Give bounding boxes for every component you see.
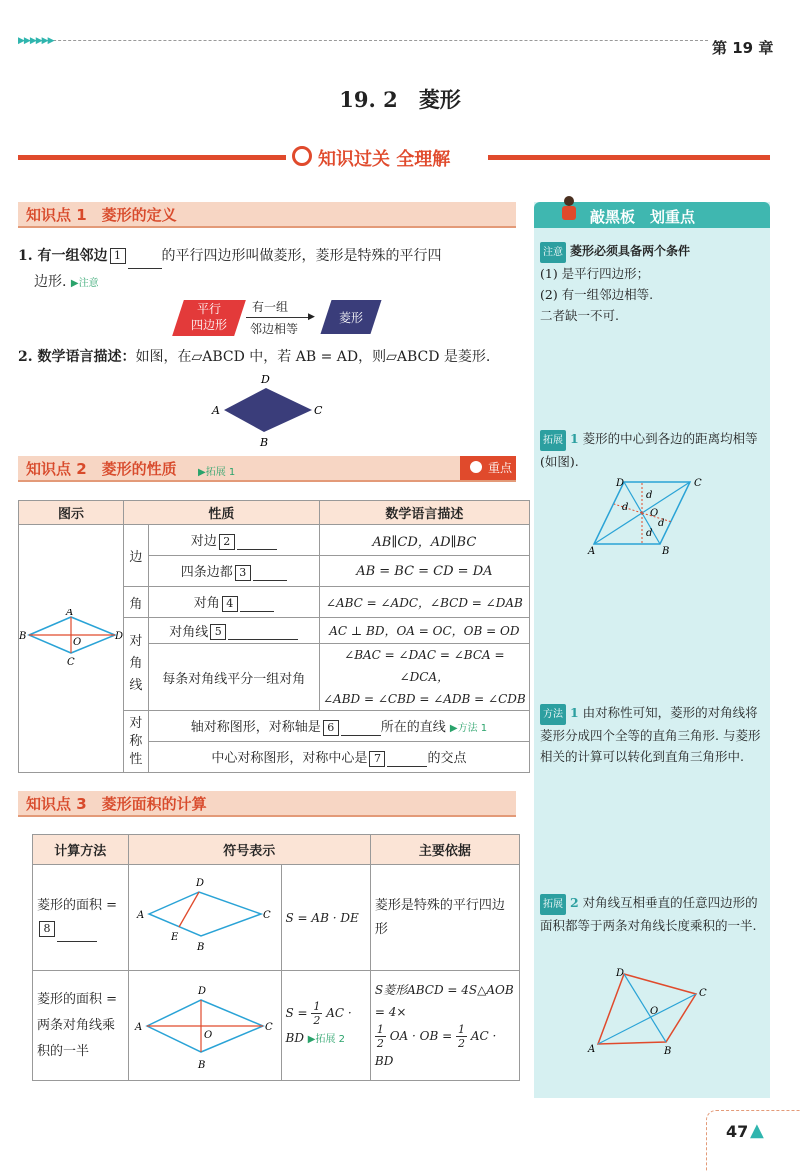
ext1-text: 菱形的中心到各边的距离均相等(如图). <box>540 431 758 469</box>
fig-label-a: A <box>588 1044 596 1055</box>
group-edge: 边 <box>124 525 149 587</box>
fig-label-a: A <box>588 546 596 557</box>
fraction-half <box>311 1000 322 1027</box>
fraction-den: 2 <box>313 1014 321 1027</box>
prop-1-text: 对边 <box>190 534 217 550</box>
sidebar-ext1-figure <box>586 474 716 560</box>
th-description: 数学语言描述 <box>319 501 529 525</box>
prop-row-5: 每条对角线平分一组对角 <box>148 644 319 711</box>
ext1-tag: 拓展 <box>540 430 566 451</box>
basis-2-3: AC · <box>470 1029 497 1043</box>
ext2-num: 2 <box>569 895 579 910</box>
formula-2c: BD <box>285 1031 304 1045</box>
area-formula-2 <box>281 971 370 1081</box>
fraction-num: 1 <box>313 1000 321 1013</box>
answer-blank-2[interactable] <box>237 549 277 550</box>
kp1-title: 知识点 1 菱形的定义 <box>26 206 177 224</box>
flow-arrow-head: ▶ <box>308 312 315 322</box>
kp1-item2-text: 如图，在▱ABCD 中，若 AB = AD，则▱ABCD 是菱形. <box>135 349 491 365</box>
area-method-2: 菱形的面积 = 两条对角线乘积的一半 <box>33 971 129 1081</box>
kp1-item1-post: 的平行四边形叫做菱形，菱形是特殊的平行四 <box>161 248 442 264</box>
sidebar-ext1 <box>540 428 764 472</box>
note-head: 菱形必须具备两个条件 <box>569 244 690 258</box>
prop-row-1 <box>148 525 319 556</box>
answer-box-6[interactable]: 6 <box>323 720 339 736</box>
sym1-pre: 轴对称图形，对称轴是 <box>190 720 321 736</box>
answer-box-1[interactable]: 1 <box>110 248 126 264</box>
fig-label-e: E <box>170 931 178 943</box>
th-figure: 图示 <box>19 501 124 525</box>
fig-label-o: O <box>650 508 659 519</box>
kp2-title: 知识点 2 菱形的性质 <box>26 460 177 478</box>
group-sym: 对称性 <box>124 711 149 773</box>
area-basis-2 <box>370 971 519 1081</box>
fig-label-o: O <box>203 1029 212 1041</box>
fig-label-d: D <box>197 985 206 997</box>
prop-row-2 <box>148 556 319 587</box>
answer-blank-1[interactable] <box>128 268 162 269</box>
kp1-rhombus-figure <box>204 370 324 452</box>
fig-label-c: C <box>314 404 323 417</box>
fig-label-c: C <box>262 909 271 921</box>
desc-row-1: AB∥CD，AD∥BC <box>319 525 529 556</box>
page-number: 47 <box>726 1122 749 1141</box>
ext1-num: 1 <box>569 431 579 446</box>
flow-arrow <box>246 317 312 318</box>
properties-figure-cell <box>19 525 124 773</box>
flow-left-label: 平行 四边形 <box>190 302 227 332</box>
banner-rule-right <box>488 155 770 160</box>
desc-row-3: ∠ABC = ∠ADC，∠BCD = ∠DAB <box>319 587 529 618</box>
fig-label-d3: d <box>658 518 665 529</box>
answer-blank-3[interactable] <box>253 580 287 581</box>
properties-rhombus-figure <box>19 609 123 689</box>
teacher-icon <box>558 194 580 224</box>
fig-label-b: B <box>19 630 27 642</box>
answer-box-3[interactable]: 3 <box>235 565 251 581</box>
kp1-header <box>18 202 516 228</box>
desc-row-4: AC ⊥ BD，OA = OC，OB = OD <box>319 618 529 644</box>
banner-icon <box>292 146 312 166</box>
sidebar-note <box>540 240 764 326</box>
header-arrows: ▶▶▶▶▶▶ <box>18 36 54 46</box>
prop-4-text: 对角线 <box>169 624 209 640</box>
note-link[interactable]: ▶注意 <box>70 278 99 289</box>
fig-label-o: O <box>73 636 82 648</box>
area-formula-1: S = AB · DE <box>281 865 370 971</box>
kp1-item1 <box>18 243 518 297</box>
fig-label-a: A <box>134 1021 142 1033</box>
fig-label-c: C <box>694 478 702 489</box>
note-tag: 注意 <box>540 242 566 263</box>
answer-box-4[interactable]: 4 <box>222 596 238 612</box>
answer-blank-6[interactable] <box>341 735 381 736</box>
sidebar-method1 <box>540 702 764 767</box>
fig-label-a: A <box>66 608 74 618</box>
note-line-1: (1) 是平行四边形； <box>540 266 650 281</box>
desc-row-5: ∠BAC = ∠DAC = ∠BCA = ∠DCA， ∠ABD = ∠CBD = ∠ADB = ∠CDB <box>319 644 529 711</box>
answer-box-7[interactable]: 7 <box>369 751 385 767</box>
kp1-item2-label: 2. 数学语言描述： <box>18 349 136 365</box>
kp3-header <box>18 791 516 817</box>
area-table <box>32 834 520 1081</box>
fig-label-d2: d <box>622 502 629 513</box>
fig-label-d: D <box>115 630 123 642</box>
th-symbol: 符号表示 <box>128 835 370 865</box>
sidebar-ext2 <box>540 892 764 936</box>
kp3-title: 知识点 3 菱形面积的计算 <box>26 795 207 813</box>
th-property: 性质 <box>124 501 320 525</box>
kp2-header <box>18 456 516 482</box>
ext2-tag: 拓展 <box>540 894 566 915</box>
answer-box-8[interactable]: 8 <box>39 921 55 937</box>
method1-num: 1 <box>569 705 579 720</box>
flow-arrow-bottom: 邻边相等 <box>250 322 299 336</box>
area-basis-1: 菱形是特殊的平行四边形 <box>370 865 519 971</box>
page-title: 19. 2 菱形 <box>339 87 461 112</box>
prop-row-4 <box>148 618 319 644</box>
target-icon <box>468 459 484 475</box>
note-line-3: 二者缺一不可. <box>540 308 619 323</box>
desc-row-2: AB = BC = CD = DA <box>319 556 529 587</box>
group-diag: 对角线 <box>124 618 149 711</box>
ext2-link[interactable]: ▶拓展 2 <box>307 1034 346 1045</box>
header-rule <box>18 40 708 42</box>
sym-row-2 <box>148 742 529 773</box>
basis-2-4: BD <box>374 1054 394 1068</box>
fig-label-a: A <box>136 909 144 921</box>
flow-right-label: 菱形 <box>338 311 363 325</box>
method1-tag: 方法 <box>540 704 566 725</box>
sym1-post: 所在的直线 <box>380 720 446 736</box>
answer-box-2[interactable]: 2 <box>219 534 235 550</box>
area-fig-2 <box>129 976 281 1076</box>
area-method-1 <box>33 865 129 971</box>
ext1-link[interactable]: ▶拓展 1 <box>198 467 236 478</box>
sidebar-ext2-figure <box>584 962 714 1058</box>
basis-2-2: OA · OB = <box>389 1029 456 1043</box>
fraction-num: 1 <box>458 1023 465 1036</box>
key-badge: 重点 <box>460 456 516 480</box>
area-fig-2-cell <box>128 971 281 1081</box>
fig-label-d: D <box>616 968 625 979</box>
area-fig-1 <box>129 868 281 968</box>
prop-3-text: 对角 <box>193 596 220 612</box>
prop-row-3 <box>148 587 319 618</box>
method1-text: 由对称性可知，菱形的对角线将菱形分成四个全等的直角三角形. 与菱形相关的计算可以转化到直角三角形中. <box>540 705 761 764</box>
fig-label-c: C <box>67 656 75 668</box>
fig-label-b: B <box>664 1046 672 1057</box>
fig-label-d: D <box>261 373 270 386</box>
group-angle: 角 <box>124 587 149 618</box>
answer-blank-8[interactable] <box>57 941 97 942</box>
fig-label-b: B <box>197 1059 205 1071</box>
note-line-2: (2) 有一组邻边相等. <box>540 287 654 302</box>
fig-label-d4: d <box>646 528 653 539</box>
fig-label-d: D <box>195 877 204 889</box>
fraction-den: 2 <box>458 1037 465 1050</box>
banner-title: 知识过关 全理解 <box>318 149 451 170</box>
sym-row-1 <box>148 711 529 742</box>
kp1-item1-line2: 边形. <box>34 274 67 290</box>
th-method: 计算方法 <box>33 835 129 865</box>
answer-blank-4[interactable] <box>240 611 274 612</box>
answer-box-5[interactable]: 5 <box>210 624 226 640</box>
fraction-half-3 <box>456 1023 467 1050</box>
kp1-item1-pre: 1. 有一组邻边 <box>18 248 108 264</box>
fig-label-o: O <box>650 1006 659 1017</box>
sym2-post: 的交点 <box>427 751 467 767</box>
properties-table <box>18 500 530 773</box>
area-fig-1-cell <box>128 865 281 971</box>
answer-blank-5[interactable] <box>228 639 298 640</box>
fig-label-c: C <box>699 988 707 999</box>
fig-label-d1: d <box>646 490 653 501</box>
basis-2-1: S菱形ABCD = 4S△AOB = 4× <box>374 983 514 1019</box>
fig-label-c: C <box>264 1021 273 1033</box>
formula-2b: AC · <box>326 1006 352 1020</box>
th-basis: 主要依据 <box>370 835 519 865</box>
formula-2a: S = <box>285 1006 312 1020</box>
kp1-item2 <box>18 344 518 370</box>
sym2-pre: 中心对称图形，对称中心是 <box>211 751 368 767</box>
method1-link[interactable]: ▶方法 1 <box>449 723 488 735</box>
chapter-label: 第 19 章 <box>712 39 774 57</box>
fig-label-b: B <box>260 436 269 449</box>
ext2-text: 对角线互相垂直的任意四边形的面积都等于两条对角线长度乘积的一半. <box>540 895 758 933</box>
answer-blank-7[interactable] <box>387 766 427 767</box>
fig-label-d: D <box>616 478 625 489</box>
sidebar-header <box>534 202 770 228</box>
fraction-num: 1 <box>376 1023 384 1036</box>
flow-arrow-top: 有一组 <box>252 300 289 314</box>
fig-label-a: A <box>212 404 220 417</box>
fig-label-b: B <box>662 546 670 557</box>
page-logo-icon: ▲ <box>750 1120 764 1141</box>
prop-2-text: 四条边都 <box>180 565 233 581</box>
fig-label-b: B <box>196 941 204 953</box>
area-method-1-text: 菱形的面积 = <box>37 897 118 913</box>
banner-rule-left <box>18 155 286 160</box>
fraction-half-2 <box>375 1023 386 1050</box>
fraction-den: 2 <box>376 1037 384 1050</box>
sidebar-title: 敲黑板 划重点 <box>590 208 696 226</box>
